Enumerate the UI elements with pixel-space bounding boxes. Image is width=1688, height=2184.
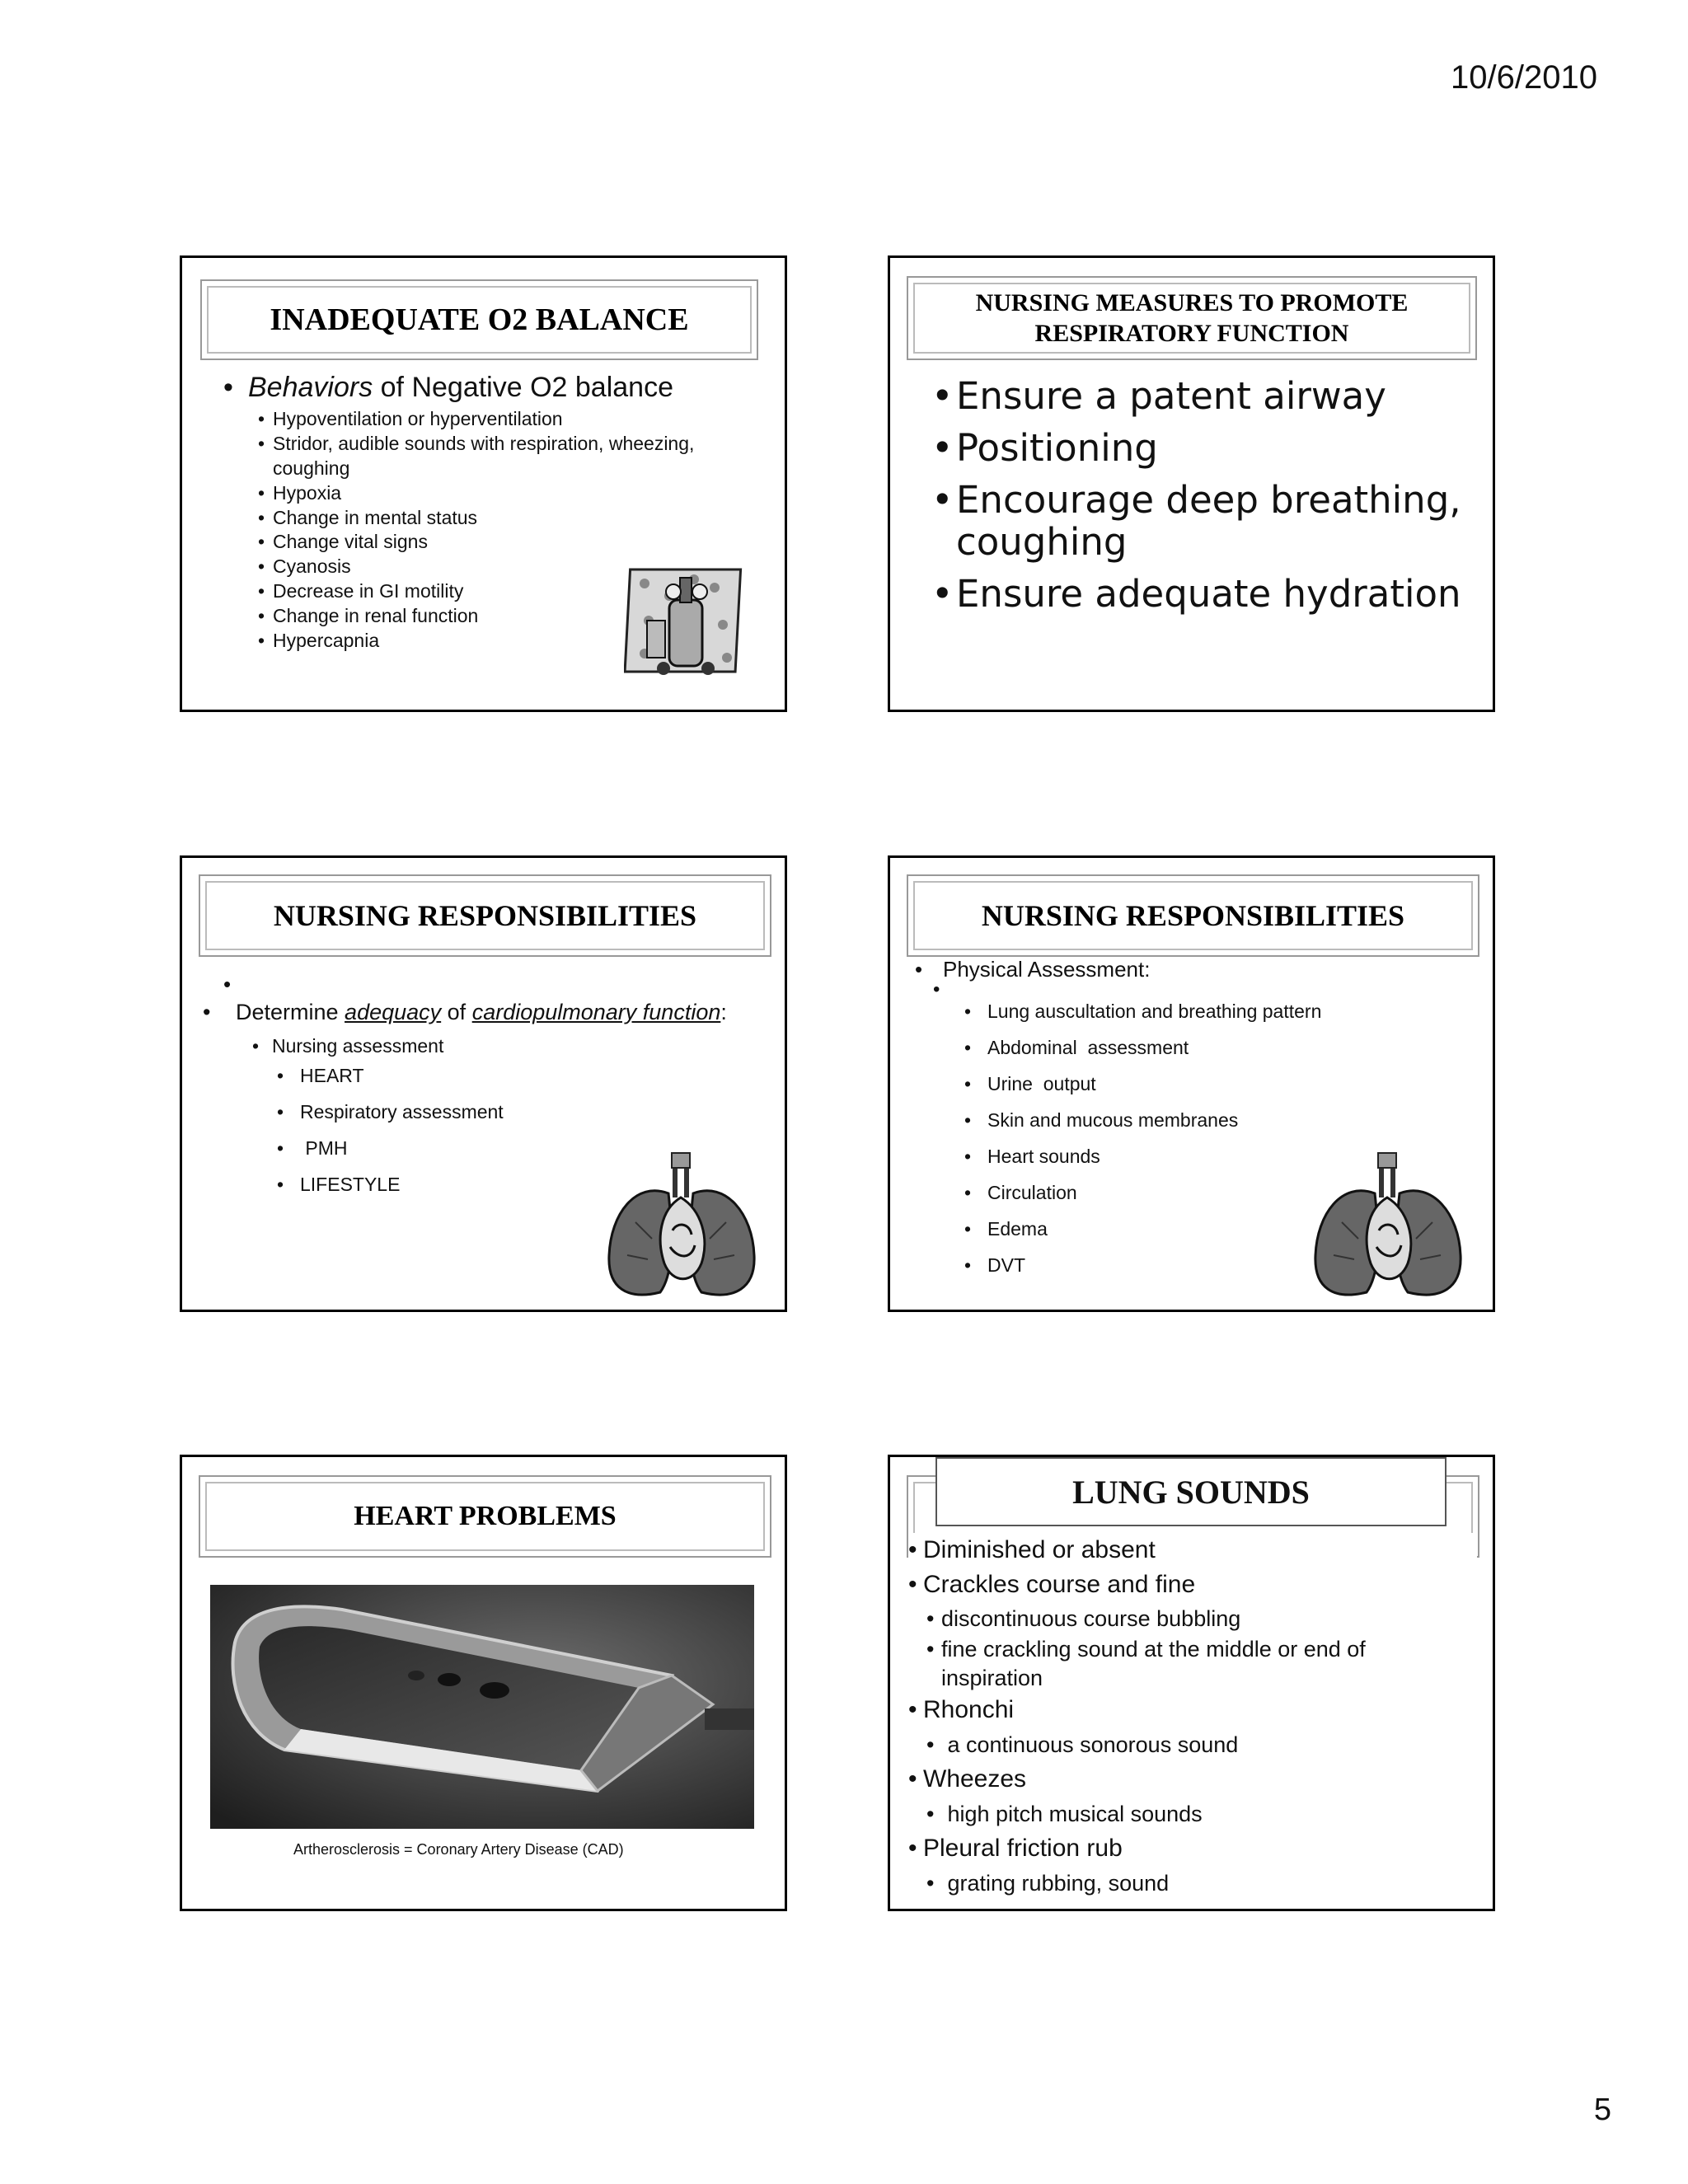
- lead-text: of Negative O2 balance: [373, 372, 673, 403]
- list-item: • Heart sounds: [964, 1138, 1376, 1174]
- lead-text: :: [720, 1000, 727, 1024]
- list-item: • Change in mental status: [258, 506, 685, 531]
- slide-inadequate-o2-balance: [180, 255, 787, 712]
- list-item: • Hypoxia: [258, 481, 685, 506]
- list-item: • Diminished or absent: [908, 1533, 1477, 1568]
- list-item: • Ensure a patent airway: [931, 375, 1484, 418]
- list-item: • LIFESTYLE: [277, 1166, 780, 1202]
- list-item: • Lung auscultation and breathing pattern: [964, 993, 1416, 1029]
- slide-title-text: HEART PROBLEMS: [354, 1501, 617, 1531]
- list-item: • fine crackling sound at the middle or end of inspiration: [926, 1635, 1436, 1693]
- slide-title: [199, 1475, 771, 1558]
- list-item: • Ensure adequate hydration: [931, 573, 1484, 616]
- oxygen-tank-icon: [624, 563, 748, 678]
- slide-title-text: NURSING RESPONSIBILITIES: [981, 899, 1405, 932]
- list-item: • Wheezes: [908, 1762, 1477, 1797]
- page-date: 10/6/2010: [1451, 59, 1597, 96]
- lead-bullet: [915, 957, 1150, 982]
- list-item: • Change in renal function: [258, 604, 685, 629]
- list-item: • Edema: [964, 1211, 1376, 1247]
- image-caption: Artherosclerosis = Coronary Artery Disease (CAD): [293, 1841, 624, 1858]
- slide-title: [200, 279, 758, 360]
- slide-title-text: INADEQUATE O2 BALANCE: [270, 302, 689, 337]
- slide-title: [935, 1457, 1447, 1526]
- list-item: • PMH: [277, 1130, 780, 1166]
- list-item: • Hypercapnia: [258, 629, 685, 654]
- list-item: • discontinuous course bubbling: [926, 1602, 1477, 1635]
- lead-text: Physical Assessment:: [943, 957, 1151, 982]
- list-item: • HEART: [277, 1057, 780, 1094]
- list-item: • Decrease in GI motility: [258, 579, 685, 604]
- list-item: • Pleural friction rub: [908, 1831, 1477, 1866]
- list-item: • Circulation: [964, 1174, 1376, 1211]
- list-item: • Crackles course and fine: [908, 1568, 1477, 1602]
- slide-title-text: NURSING RESPONSIBILITIES: [273, 899, 697, 932]
- list-item: • a continuous sonorous sound: [926, 1727, 1477, 1762]
- list-item: • grating rubbing, sound: [926, 1866, 1477, 1900]
- slide-nursing-responsibilities-2: [888, 855, 1495, 1312]
- slide-lung-sounds: [888, 1455, 1495, 1911]
- list-item: • Positioning: [931, 427, 1484, 470]
- list-item: • Abdominal assessment: [964, 1029, 1376, 1066]
- list-item: • Nursing assessment: [252, 1035, 780, 1057]
- list-item: • Hypoventilation or hyperventilation: [258, 407, 685, 432]
- list-item: • Skin and mucous membranes: [964, 1102, 1376, 1138]
- page-number: 5: [1593, 2093, 1611, 2127]
- slide-title-text: NURSING MEASURES TO PROMOTE RESPIRATORY FUNCTION: [975, 288, 1409, 347]
- empty-bullet: •: [933, 978, 940, 1001]
- slide-title: [907, 874, 1479, 957]
- list-item: • Stridor, audible sounds with respiration, wheezing, coughing: [258, 432, 734, 481]
- slide-nursing-responsibilities-1: [180, 855, 787, 1312]
- list-item: • Respiratory assessment: [277, 1094, 780, 1130]
- measures-list: [931, 375, 1484, 616]
- lead-bullet: [223, 372, 685, 404]
- lead-emphasis: adequacy: [345, 1000, 442, 1024]
- list-item: • Encourage deep breathing, coughing: [931, 479, 1484, 565]
- lead-emphasis: Behaviors: [248, 372, 373, 403]
- behavior-list: [258, 407, 695, 654]
- artery-cross-section-image: [210, 1585, 754, 1829]
- slide-body: [223, 372, 695, 654]
- lungs-heart-icon: [603, 1148, 759, 1305]
- lead-text: of: [441, 1000, 472, 1024]
- empty-bullet: •: [223, 972, 232, 996]
- list-item: • high pitch musical sounds: [926, 1797, 1477, 1831]
- list-item: • Cyanosis: [258, 555, 685, 579]
- slide-title: [907, 276, 1477, 360]
- lungs-heart-icon: [1309, 1148, 1465, 1305]
- list-item: • DVT: [964, 1247, 1376, 1283]
- list-item: • Rhonchi: [908, 1693, 1477, 1727]
- slide-nursing-measures: [888, 255, 1495, 712]
- slide-heart-problems: [180, 1455, 787, 1911]
- slide-title-text: LUNG SOUNDS: [1072, 1473, 1310, 1511]
- list-item: • Urine output: [964, 1066, 1376, 1102]
- list-item: • Change vital signs: [258, 530, 685, 555]
- lead-emphasis: cardiopulmonary function: [471, 1000, 721, 1024]
- slide-title: [199, 874, 771, 957]
- lead-text: Determine: [236, 1000, 345, 1024]
- lung-sounds-list: [908, 1533, 1477, 1900]
- lead-bullet: [203, 1000, 780, 1025]
